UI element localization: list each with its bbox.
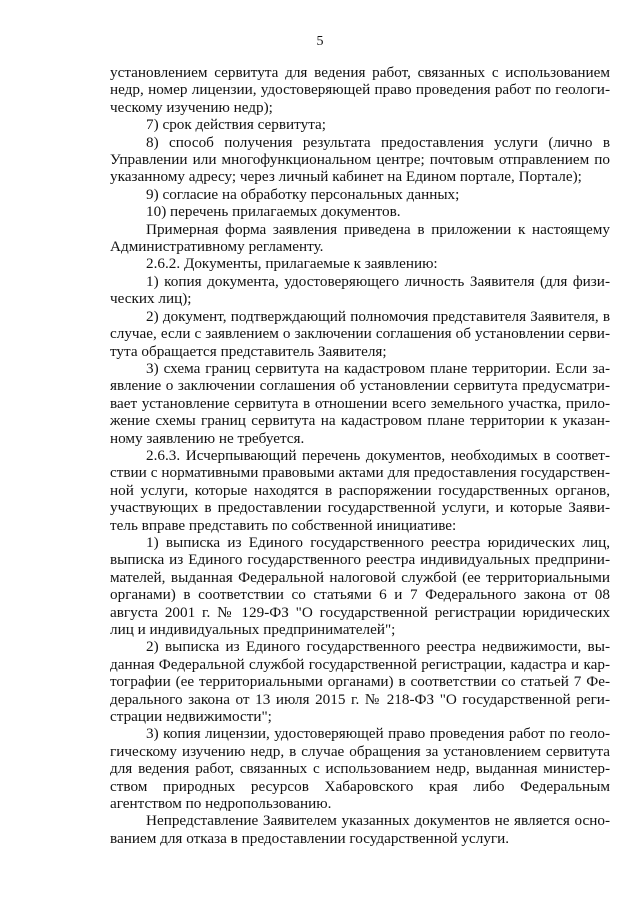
- section-2-6-2-heading: 2.6.2. Документы, прилагаемые к заявлению:: [146, 255, 438, 273]
- paragraph-non-submission: Непредставление Заявителем указанных документов не является основанием для отказа в предоставлении государственной услуги.: [110, 812, 610, 847]
- requested-doc-item-2: 2) выписка из Единого государственного реестра недвижимости, выданная Федеральной службой государственной регистрации, кадастра и картографии (ее территориальными органами) в соответствии со статьей 7 Федерального закона от 13 июля 2015 г. № 218-ФЗ "О государственной регистрации недвижимости";: [110, 638, 610, 726]
- document-body: [110, 64, 610, 847]
- attached-doc-item-3: 3) схема границ сервитута на кадастровом плане территории. Если заявление о заключении соглашения об установлении сервитута предусматривает установление сервитута в отношении всего земельного участка, приложение схемы границ сервитута на кадастровом плане территории к указанному заявлению не требуется.: [110, 359, 610, 447]
- paragraph-continuation: установлением сервитута для ведения работ, связанных с использованием недр, номер лицензии, удостоверяющей право проведения работ по геологическому изучению недр);: [110, 64, 610, 116]
- page-number: 5: [316, 34, 324, 49]
- paragraph-form-note: Примерная форма заявления приведена в приложении к настоящему Административному регламенту.: [110, 220, 610, 256]
- attached-doc-item-1: 1) копия документа, удостоверяющего личность Заявителя (для физических лиц);: [110, 272, 610, 308]
- list-item-7: 7) срок действия сервитута;: [146, 116, 326, 134]
- list-item-8: 8) способ получения результата предоставления услуги (лично в Управлении или многофункциональном центре; почтовым отправлением по указанному адресу; через личный кабинет на Едином портале, Портале);: [110, 133, 610, 186]
- list-item-10: 10) перечень прилагаемых документов.: [146, 203, 401, 221]
- attached-doc-item-2: 2) документ, подтверждающий полномочия представителя Заявителя, в случае, если с заявлением о заключении соглашения об установлении сервитута обращается представитель Заявителя;: [110, 307, 610, 360]
- section-2-6-3-paragraph: 2.6.3. Исчерпывающий перечень документов, необходимых в соответствии с нормативными правовыми актами для предоставления государственной услуги, которые находятся в распоряжении государственных органов, участвующих в предоставлении государственной услуги, и которые Заявитель вправе представить по собственной инициативе:: [110, 446, 610, 534]
- list-item-9: 9) согласие на обработку персональных данных;: [146, 185, 460, 203]
- requested-doc-item-3: 3) копия лицензии, удостоверяющей право проведения работ по геологическому изучению недр, в случае обращения за установлением сервитута для ведения работ, связанных с использованием недр, выданная министерством природных ресурсов Хабаровского края либо Федеральным агентством по недропользованию.: [110, 725, 610, 813]
- requested-doc-item-1: 1) выписка из Единого государственного реестра юридических лиц, выписка из Единого государственного реестра индивидуальных предпринимателей, выданная Федеральной налоговой службой (ее территориальными органами) в соответствии со статьями 6 и 7 Федерального закона от 08 августа 2001 г. № 129-ФЗ "О государственной регистрации юридических лиц и индивидуальных предпринимателей";: [110, 533, 610, 638]
